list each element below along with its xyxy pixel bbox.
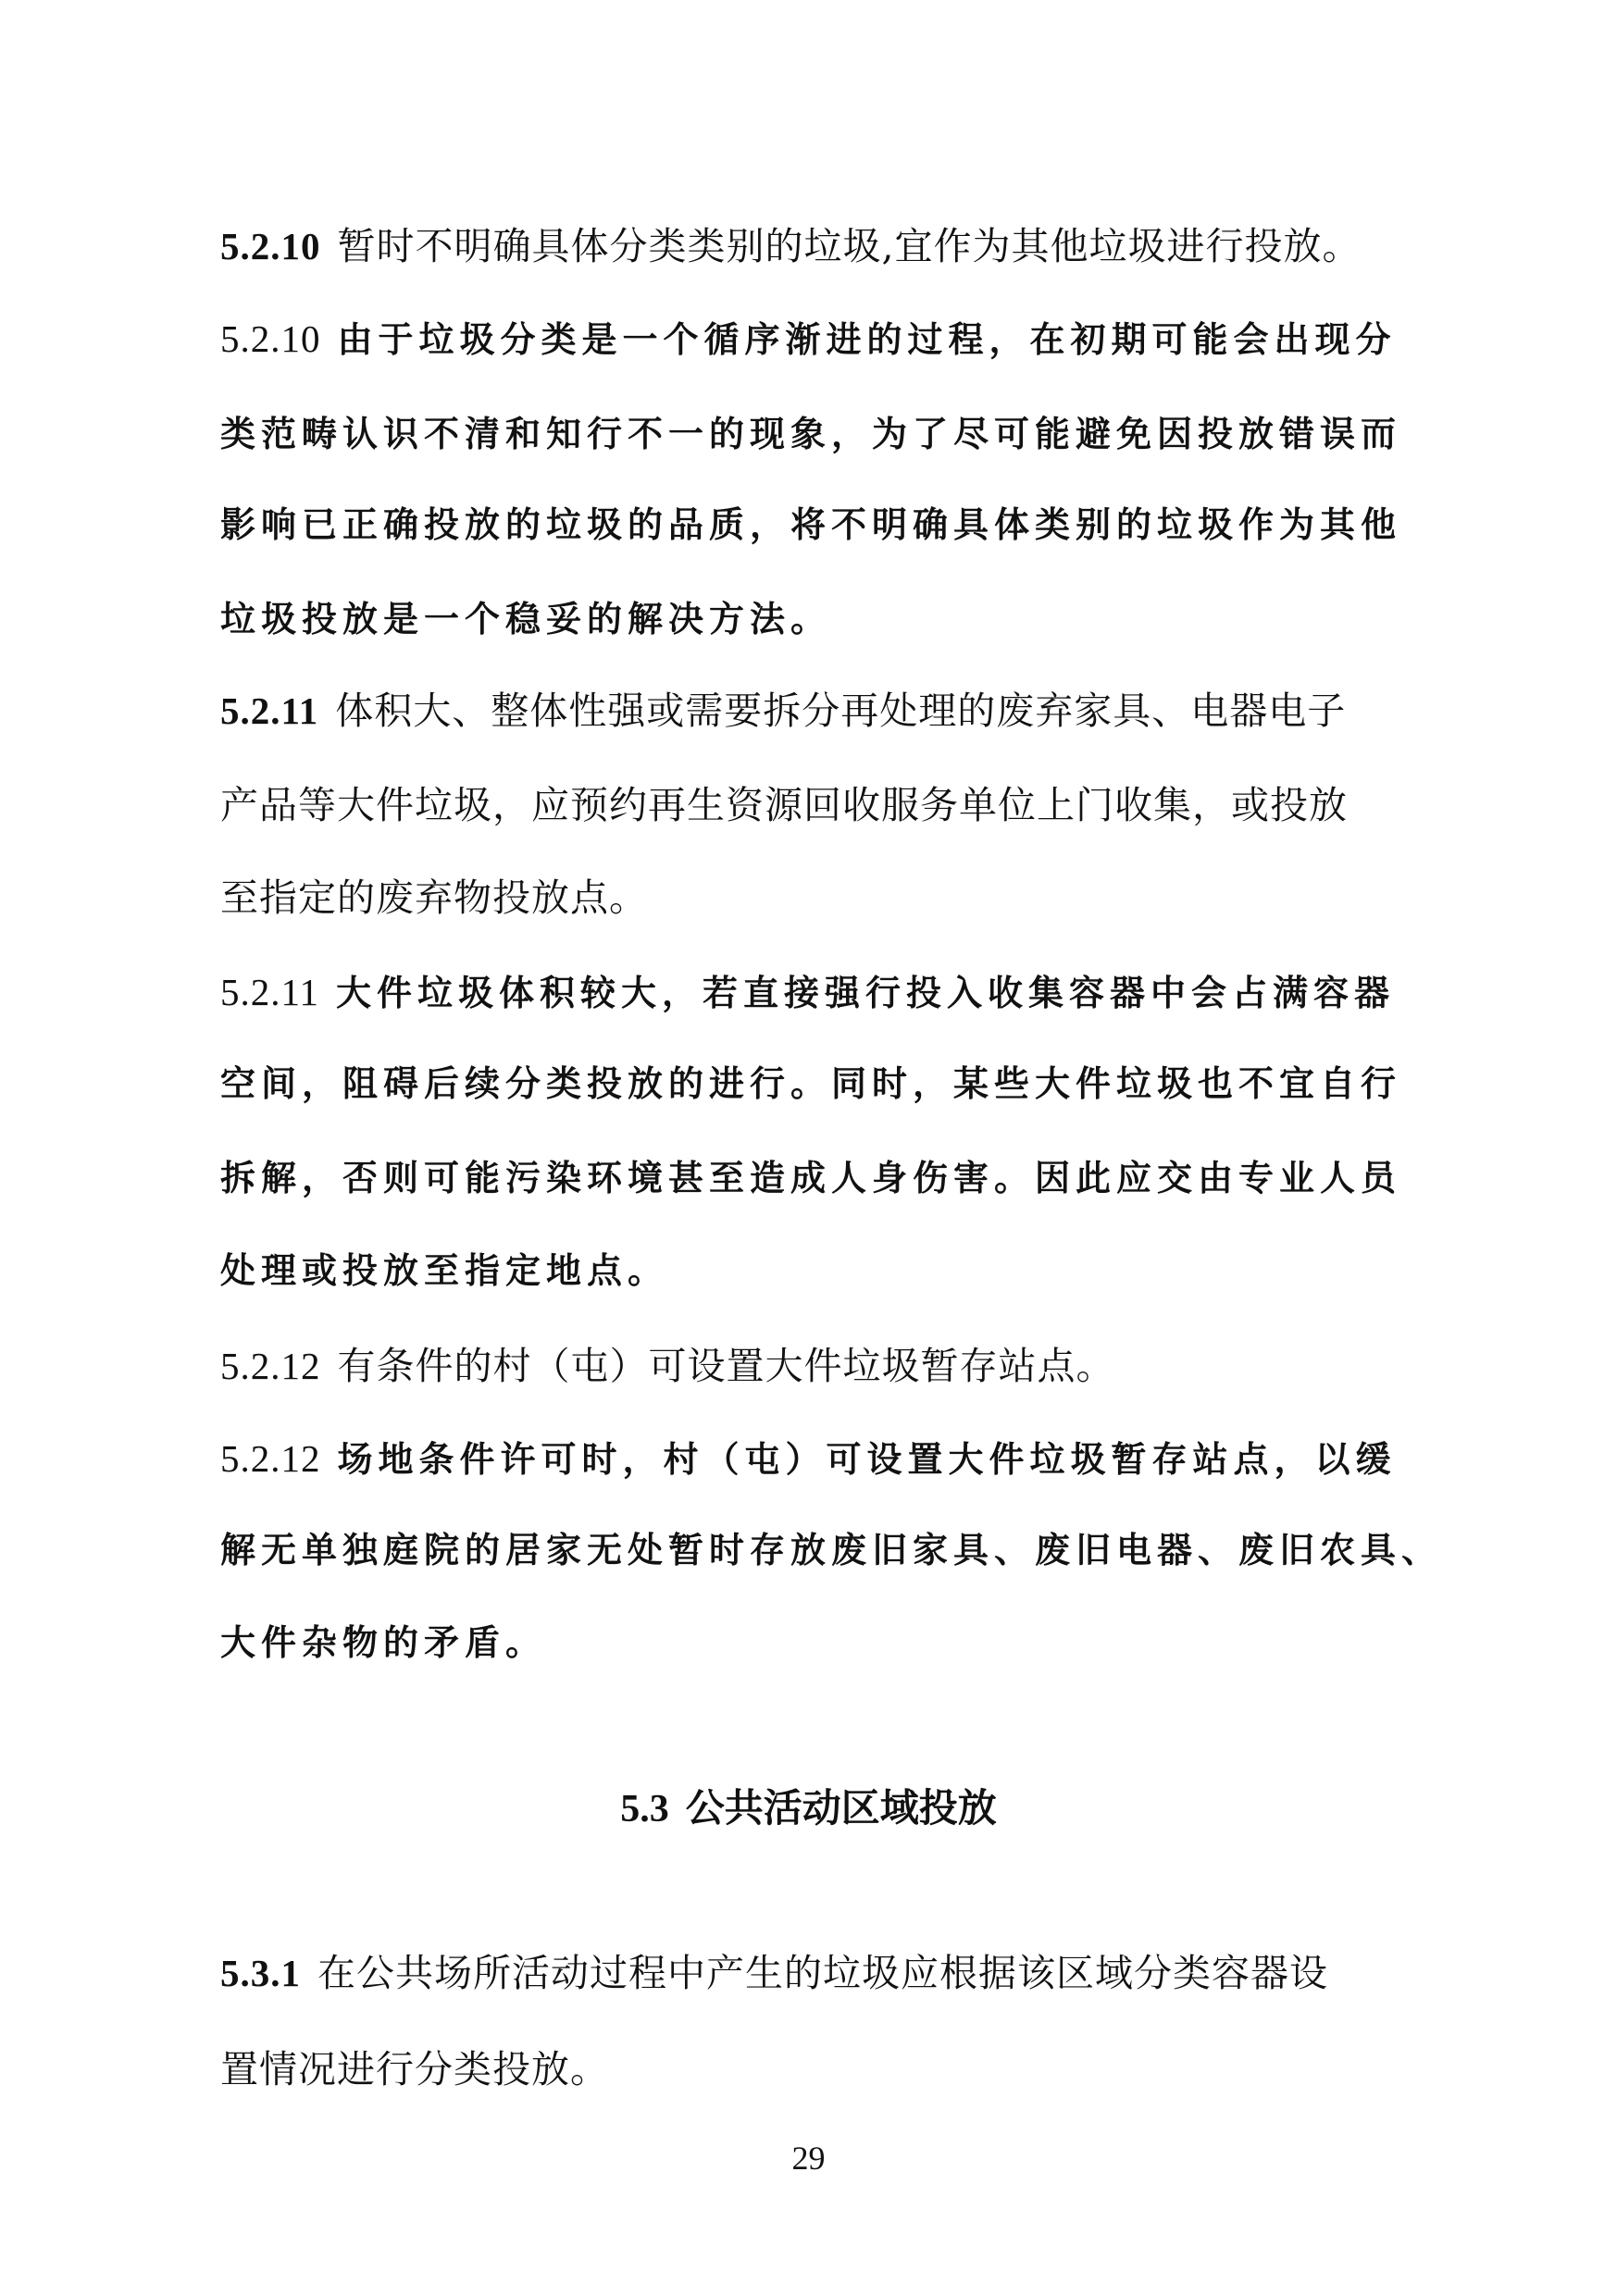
clause-number: 5.3.1 bbox=[220, 1952, 301, 1994]
explanation-text: 大件杂物的矛盾。 bbox=[220, 1624, 547, 1663]
clause-text: 置情况进行分类投放。 bbox=[220, 2047, 609, 2091]
explanation-text: 空间，阻碍后续分类投放的进行。同时，某些大件垃圾也不宜自行 bbox=[220, 1065, 1402, 1104]
clause-number: 5.2.12 bbox=[220, 1345, 321, 1387]
explanation-5-2-11-line-4 bbox=[220, 1244, 1400, 1299]
explanation-text: 解无单独庭院的居家无处暂时存放废旧家具、废旧电器、废旧农具、 bbox=[220, 1532, 1443, 1570]
section-heading bbox=[0, 1781, 1617, 1837]
clause-number: 5.2.10 bbox=[220, 225, 321, 267]
explanation-number: 5.2.10 bbox=[220, 317, 321, 360]
explanation-number: 5.2.11 bbox=[220, 971, 319, 1013]
clause-5-3-1-line-1 bbox=[220, 1945, 1400, 2001]
clause-text: 暂时不明确具体分类类别的垃圾,宜作为其他垃圾进行投放。 bbox=[337, 224, 1362, 268]
explanation-text: 垃圾投放是一个稳妥的解决方法。 bbox=[220, 601, 832, 639]
clause-text: 有条件的村（屯）可设置大件垃圾暂存站点。 bbox=[337, 1344, 1115, 1388]
explanation-number: 5.2.12 bbox=[220, 1437, 321, 1480]
explanation-text: 由于垃圾分类是一个循序渐进的过程，在初期可能会出现分 bbox=[337, 321, 1397, 360]
explanation-5-2-11-line-2 bbox=[220, 1057, 1400, 1112]
clause-text: 在公共场所活动过程中产生的垃圾应根据该区域分类容器设 bbox=[317, 1951, 1328, 1995]
explanation-text: 大件垃圾体积较大，若直接强行投入收集容器中会占满容器 bbox=[335, 974, 1395, 1013]
clause-5-2-11-line-3 bbox=[220, 870, 1400, 925]
explanation-text: 拆解，否则可能污染环境甚至造成人身伤害。因此应交由专业人员 bbox=[220, 1160, 1402, 1198]
explanation-5-2-10-line-4 bbox=[220, 592, 1400, 648]
explanation-5-2-12-line-3 bbox=[220, 1616, 1400, 1671]
explanation-5-2-12-line-2 bbox=[220, 1523, 1443, 1579]
clause-text: 产品等大件垃圾，应预约再生资源回收服务单位上门收集，或投放 bbox=[220, 783, 1348, 827]
clause-5-3-1-line-2 bbox=[220, 2042, 1400, 2097]
explanation-5-2-11-line-3 bbox=[220, 1151, 1400, 1207]
explanation-text: 类范畴认识不清和知行不一的现象，为了尽可能避免因投放错误而 bbox=[220, 416, 1402, 454]
explanation-text: 影响已正确投放的垃圾的品质，将不明确具体类别的垃圾作为其他 bbox=[220, 506, 1402, 545]
section-title: 公共活动区域投放 bbox=[685, 1785, 997, 1831]
clause-5-2-11-line-2 bbox=[220, 777, 1400, 833]
page-number: 29 bbox=[791, 2140, 826, 2177]
clause-text: 至指定的废弃物投放点。 bbox=[220, 875, 648, 920]
explanation-text: 处理或投放至指定地点。 bbox=[220, 1252, 669, 1291]
clause-text: 体积大、整体性强或需要拆分再处理的废弃家具、电器电子 bbox=[335, 689, 1347, 733]
clause-5-2-12 bbox=[220, 1338, 1400, 1394]
explanation-5-2-12-line-1 bbox=[220, 1431, 1400, 1488]
explanation-5-2-10-line-2 bbox=[220, 407, 1400, 463]
clause-5-2-10 bbox=[220, 218, 1400, 274]
section-number: 5.3 bbox=[620, 1788, 669, 1831]
clause-number: 5.2.11 bbox=[220, 689, 319, 732]
clause-5-2-11-line-1 bbox=[220, 683, 1400, 738]
explanation-5-2-11-line-1 bbox=[220, 964, 1400, 1022]
explanation-5-2-10-line-3 bbox=[220, 498, 1400, 553]
explanation-5-2-10-line-1 bbox=[220, 311, 1400, 368]
explanation-text: 场地条件许可时，村（屯）可设置大件垃圾暂存站点，以缓 bbox=[337, 1441, 1397, 1480]
